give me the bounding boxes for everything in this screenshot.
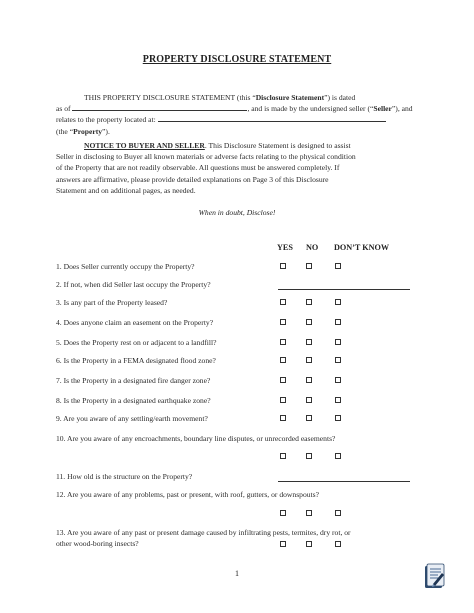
question-11: 11. How old is the structure on the Property? bbox=[56, 472, 193, 481]
q5-dont-know-checkbox[interactable] bbox=[335, 339, 341, 345]
q8-no-checkbox[interactable] bbox=[306, 397, 312, 403]
q9-dont-know-checkbox[interactable] bbox=[335, 415, 341, 421]
q7-yes-checkbox[interactable] bbox=[280, 377, 286, 383]
intro-bold-term: Seller bbox=[373, 104, 392, 114]
q1-no-checkbox[interactable] bbox=[306, 263, 312, 269]
intro-bold-term: Disclosure Statement bbox=[255, 93, 325, 102]
q3-no-checkbox[interactable] bbox=[306, 299, 312, 305]
question-5: 5. Does the Property rest on or adjacent to a landfill? bbox=[56, 338, 217, 347]
q10-dont-know-checkbox[interactable] bbox=[335, 453, 341, 459]
question-4: 4. Does anyone claim an easement on the Property? bbox=[56, 318, 214, 327]
q9-yes-checkbox[interactable] bbox=[280, 415, 286, 421]
question-13-continued: other wood-boring insects? bbox=[56, 539, 139, 548]
question-3: 3. Is any part of the Property leased? bbox=[56, 298, 168, 307]
q12-dont-know-checkbox[interactable] bbox=[335, 510, 341, 516]
q10-no-checkbox[interactable] bbox=[306, 453, 312, 459]
q1-dont-know-checkbox[interactable] bbox=[335, 263, 341, 269]
q6-yes-checkbox[interactable] bbox=[280, 357, 286, 363]
notice-paragraph bbox=[56, 140, 420, 196]
intro-bold-term: Property bbox=[73, 126, 103, 136]
q8-dont-know-checkbox[interactable] bbox=[335, 397, 341, 403]
question-10: 10. Are you aware of any encroachments, boundary line disputes, or unrecorded easements? bbox=[56, 434, 336, 443]
question-12: 12. Are you aware of any problems, past or present, with roof, gutters, or downspouts? bbox=[56, 490, 319, 499]
intro-text: , and is made by the undersigned seller (“ bbox=[247, 104, 374, 114]
notice-text: of the Property that are not readily observable. All questions must be answered completely. If bbox=[56, 163, 340, 173]
column-header-no: NO bbox=[306, 243, 319, 252]
question-2: 2. If not, when did Seller last occupy the Property? bbox=[56, 280, 211, 289]
page-title: PROPERTY DISCLOSURE STATEMENT bbox=[142, 54, 332, 65]
q12-yes-checkbox[interactable] bbox=[280, 510, 286, 516]
document-pen-icon bbox=[422, 562, 446, 590]
q7-no-checkbox[interactable] bbox=[306, 377, 312, 383]
q12-no-checkbox[interactable] bbox=[306, 510, 312, 516]
q5-no-checkbox[interactable] bbox=[306, 339, 312, 345]
intro-paragraph bbox=[56, 92, 420, 137]
notice-text: Statement and on additional pages, as needed. bbox=[56, 185, 196, 195]
intro-text: ”), and bbox=[391, 104, 413, 114]
page-number: 1 bbox=[235, 569, 239, 578]
intro-text: relates to the property located at: bbox=[56, 115, 156, 125]
question-6: 6. Is the Property in a FEMA designated flood zone? bbox=[56, 356, 216, 365]
q7-dont-know-checkbox[interactable] bbox=[335, 377, 341, 383]
question-13: 13. Are you aware of any past or present damage caused by infiltrating pests, termites, dry rot, or bbox=[56, 528, 351, 537]
q6-no-checkbox[interactable] bbox=[306, 357, 312, 363]
notice-text: . This Disclosure Statement is designed to assist bbox=[204, 141, 351, 150]
q13-dont-know-checkbox[interactable] bbox=[335, 541, 341, 547]
q11-answer-line[interactable] bbox=[278, 481, 410, 482]
q13-no-checkbox[interactable] bbox=[306, 541, 312, 547]
q8-yes-checkbox[interactable] bbox=[280, 397, 286, 403]
question-8: 8. Is the Property in a designated earthquake zone? bbox=[56, 396, 211, 405]
intro-text: ”). bbox=[102, 126, 110, 136]
q3-dont-know-checkbox[interactable] bbox=[335, 299, 341, 305]
intro-text: as of bbox=[56, 104, 71, 114]
question-7: 7. Is the Property in a designated fire danger zone? bbox=[56, 376, 211, 385]
property-address-blank-line[interactable] bbox=[158, 114, 386, 122]
q4-yes-checkbox[interactable] bbox=[280, 319, 286, 325]
q4-dont-know-checkbox[interactable] bbox=[335, 319, 341, 325]
intro-text: (the “ bbox=[56, 126, 74, 136]
question-9: 9. Are you aware of any settling/earth movement? bbox=[56, 414, 208, 423]
q13-yes-checkbox[interactable] bbox=[280, 541, 286, 547]
column-header-dont-know: DON’T KNOW bbox=[334, 243, 390, 252]
intro-text: THIS PROPERTY DISCLOSURE STATEMENT (this “ bbox=[84, 93, 256, 102]
notice-heading: NOTICE TO BUYER AND SELLER bbox=[84, 141, 205, 150]
question-1: 1. Does Seller currently occupy the Property? bbox=[56, 262, 195, 271]
q9-no-checkbox[interactable] bbox=[306, 415, 312, 421]
q6-dont-know-checkbox[interactable] bbox=[335, 357, 341, 363]
date-blank-line[interactable] bbox=[72, 103, 247, 111]
intro-text: ”) is dated bbox=[324, 93, 356, 102]
notice-text: answers are affirmative, please provide detailed explanations on Page 3 of this Disclosure bbox=[56, 174, 329, 184]
q3-yes-checkbox[interactable] bbox=[280, 299, 286, 305]
column-header-yes: YES bbox=[277, 243, 293, 252]
q1-yes-checkbox[interactable] bbox=[280, 263, 286, 269]
q2-answer-line[interactable] bbox=[278, 289, 410, 290]
notice-text: Seller in disclosing to Buyer all known materials or adverse facts relating to the physical condition bbox=[56, 152, 356, 162]
q4-no-checkbox[interactable] bbox=[306, 319, 312, 325]
q5-yes-checkbox[interactable] bbox=[280, 339, 286, 345]
motto: When in doubt, Disclose! bbox=[198, 208, 276, 217]
q10-yes-checkbox[interactable] bbox=[280, 453, 286, 459]
